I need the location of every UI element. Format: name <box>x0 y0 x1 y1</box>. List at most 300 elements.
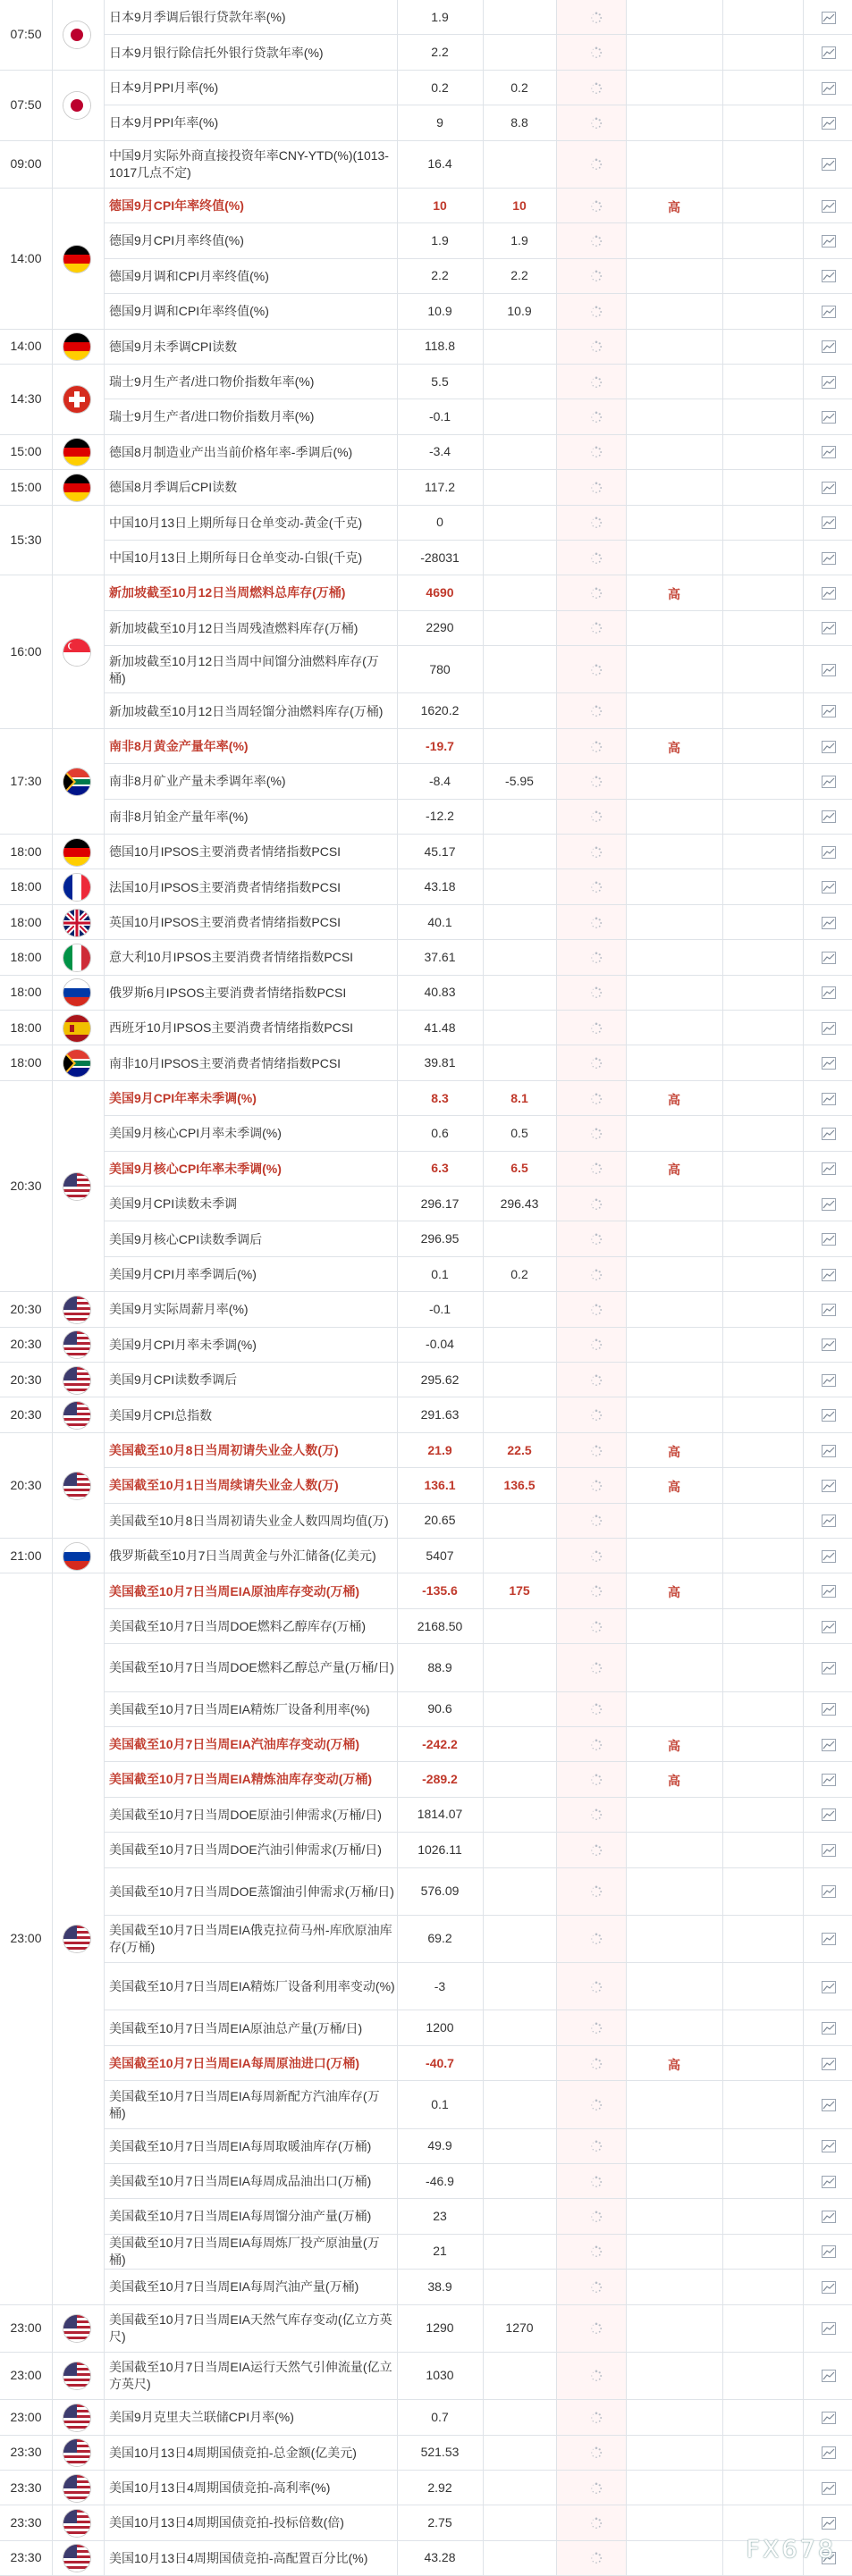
indicator-name: 美国截至10月7日当周DOE蒸馏油引伸需求(万桶/日) <box>109 1884 394 1899</box>
indicator-name: 德国9月CPI月率终值(%) <box>109 233 244 248</box>
indicator-name: 美国截至10月7日当周EIA每周炼厂投产原油量(万桶) <box>109 2236 380 2268</box>
indicator-name: 美国截至10月7日当周EIA原油库存变动(万桶) <box>109 1583 360 1598</box>
actual-value: 136.1 <box>424 1477 456 1492</box>
importance-label: 高 <box>668 1444 680 1459</box>
chart-icon[interactable] <box>822 1057 836 1070</box>
chart-icon[interactable] <box>822 446 836 458</box>
indicator-name: 新加坡截至10月12日当周残渣燃料库存(万桶) <box>109 620 359 635</box>
actual-value: 1.9 <box>431 233 449 248</box>
chart-icon[interactable] <box>822 411 836 424</box>
loading-spinner-icon <box>590 1621 603 1633</box>
actual-value: 21 <box>433 2244 447 2259</box>
indicator-name: 新加坡截至10月12日当周燃料总库存(万桶) <box>109 585 346 600</box>
chart-icon[interactable] <box>822 2099 836 2111</box>
loading-spinner-icon <box>590 2245 603 2258</box>
indicator-name: 俄罗斯截至10月7日当周黄金与外汇储备(亿美元) <box>109 1548 376 1564</box>
indicator-name: 法国10月IPSOS主要消费者情绪指数PCSI <box>109 879 342 894</box>
loading-spinner-icon <box>590 340 603 353</box>
country-flag-icon <box>63 2510 90 2537</box>
country-flag-icon <box>63 1296 90 1323</box>
loading-spinner-icon <box>590 2517 603 2530</box>
actual-value: -12.2 <box>426 809 454 824</box>
indicator-name: 美国9月CPI总指数 <box>109 1407 213 1422</box>
indicator-name: 美国9月核心CPI读数季调后 <box>109 1231 263 1246</box>
indicator-name: 日本9月PPI月率(%) <box>109 80 219 95</box>
actual-value: -289.2 <box>422 1772 458 1786</box>
chart-icon[interactable] <box>822 1374 836 1387</box>
indicator-name: 美国截至10月8日当周初请失业金人数四周均值(万) <box>109 1513 389 1528</box>
event-time: 07:50 <box>10 97 42 113</box>
loading-spinner-icon <box>590 2211 603 2223</box>
indicator-name: 美国9月CPI月率未季调(%) <box>109 1337 257 1352</box>
event-time: 20:30 <box>10 1179 42 1193</box>
loading-spinner-icon <box>590 1374 603 1387</box>
country-flag-icon <box>63 2475 90 2502</box>
indicator-name: 美国截至10月7日当周EIA运行天然气引伸流量(亿立方英尺) <box>109 2360 392 2392</box>
chart-icon[interactable] <box>822 1233 836 1246</box>
actual-value: 88.9 <box>427 1659 452 1674</box>
indicator-name: 瑞士9月生产者/进口物价指数月率(%) <box>109 409 315 424</box>
actual-value: 2.92 <box>427 2480 452 2495</box>
chart-icon[interactable] <box>822 1844 836 1857</box>
chart-icon[interactable] <box>822 306 836 318</box>
loading-spinner-icon <box>590 1409 603 1422</box>
actual-value: 9 <box>436 114 443 130</box>
country-flag-icon <box>63 910 90 936</box>
indicator-name: 美国截至10月7日当周EIA每周取暖油库存(万桶) <box>109 2138 372 2153</box>
indicator-name: 意大利10月IPSOS主要消费者情绪指数PCSI <box>109 950 354 965</box>
loading-spinner-icon <box>590 1550 603 1563</box>
importance-label: 高 <box>668 1738 680 1753</box>
chart-icon[interactable] <box>822 1885 836 1898</box>
event-time: 20:30 <box>10 1372 42 1387</box>
actual-value: 296.95 <box>420 1231 460 1246</box>
indicator-name: 美国9月核心CPI年率未季调(%) <box>109 1161 282 1176</box>
chart-icon[interactable] <box>822 1808 836 1821</box>
importance-label: 高 <box>668 587 680 601</box>
event-time: 15:30 <box>10 532 42 547</box>
chart-icon[interactable] <box>822 1550 836 1563</box>
event-time: 16:00 <box>10 644 42 659</box>
indicator-name: 中国9月实际外商直接投资年率CNY-YTD(%)(1013-1017几点不定) <box>109 148 389 180</box>
actual-value: 576.09 <box>420 1884 460 1899</box>
country-flag-icon <box>63 1543 90 1570</box>
indicator-name: 美国10月13日4周期国债竞拍-高利率(%) <box>109 2480 331 2496</box>
event-time: 09:00 <box>10 156 42 172</box>
event-time: 23:30 <box>10 2445 42 2460</box>
indicator-name: 德国8月制造业产出当前价格年率-季调后(%) <box>109 444 353 459</box>
chart-icon[interactable] <box>822 881 836 894</box>
actual-value: 0.1 <box>431 1266 449 1281</box>
actual-value: 1814.07 <box>417 1807 463 1822</box>
actual-value: 38.9 <box>427 2278 452 2294</box>
loading-spinner-icon <box>590 1585 603 1598</box>
forecast-value: 136.5 <box>503 1477 536 1492</box>
actual-value: 90.6 <box>427 1701 452 1716</box>
indicator-name: 德国9月调和CPI年率终值(%) <box>109 304 269 319</box>
indicator-name: 英国10月IPSOS主要消费者情绪指数PCSI <box>109 914 342 929</box>
chart-icon[interactable] <box>822 235 836 248</box>
chart-icon[interactable] <box>822 1662 836 1674</box>
chart-icon[interactable] <box>822 2058 836 2070</box>
indicator-name: 美国截至10月7日当周EIA每周原油进口(万桶) <box>109 2055 360 2070</box>
indicator-name: 美国截至10月7日当周EIA每周成品油出口(万桶) <box>109 2174 372 2189</box>
chart-icon[interactable] <box>822 1304 836 1316</box>
actual-value: 0.2 <box>431 80 449 95</box>
loading-spinner-icon <box>590 986 603 999</box>
actual-value: -3.4 <box>428 444 451 459</box>
loading-spinner-icon <box>590 1198 603 1211</box>
chart-icon[interactable] <box>822 846 836 859</box>
indicator-name: 美国9月克里夫兰联储CPI月率(%) <box>109 2410 294 2425</box>
actual-value: 10 <box>433 197 447 213</box>
chart-icon[interactable] <box>822 46 836 59</box>
chart-icon[interactable] <box>822 117 836 130</box>
actual-value: 0.7 <box>431 2409 449 2424</box>
indicator-name: 日本9月银行除信托外银行贷款年率(%) <box>109 45 324 60</box>
loading-spinner-icon <box>590 952 603 964</box>
actual-value: 291.63 <box>420 1407 460 1422</box>
chart-icon[interactable] <box>822 1162 836 1175</box>
forecast-value: 0.5 <box>510 1125 528 1140</box>
loading-spinner-icon <box>590 1269 603 1281</box>
loading-spinner-icon <box>590 2022 603 2035</box>
chart-icon[interactable] <box>822 200 836 213</box>
chart-icon[interactable] <box>822 1515 836 1527</box>
actual-value: 40.1 <box>427 914 452 929</box>
chart-icon[interactable] <box>822 2412 836 2424</box>
actual-value: 296.17 <box>420 1196 460 1211</box>
country-flag-icon <box>63 246 90 273</box>
importance-label: 高 <box>668 199 680 214</box>
forecast-value: 10 <box>512 197 527 213</box>
forecast-value: 22.5 <box>507 1442 532 1457</box>
loading-spinner-icon <box>590 1057 603 1070</box>
loading-spinner-icon <box>590 881 603 894</box>
event-time: 07:50 <box>10 27 42 42</box>
event-time: 18:00 <box>10 914 42 929</box>
indicator-name: 美国9月CPI月率季调后(%) <box>109 1266 257 1281</box>
forecast-value: 296.43 <box>500 1196 539 1211</box>
country-flag-icon <box>63 21 90 48</box>
country-flag-icon <box>63 2439 90 2466</box>
watermark-logo: FX678 <box>746 2536 836 2563</box>
loading-spinner-icon <box>590 200 603 213</box>
indicator-name: 西班牙10月IPSOS主要消费者情绪指数PCSI <box>109 1020 354 1036</box>
event-time: 23:30 <box>10 2550 42 2565</box>
loading-spinner-icon <box>590 917 603 929</box>
chart-icon[interactable] <box>822 1933 836 1945</box>
chart-icon[interactable] <box>822 2482 836 2495</box>
chart-icon[interactable] <box>822 2211 836 2223</box>
loading-spinner-icon <box>590 1844 603 1857</box>
country-flag-icon <box>63 1367 90 1394</box>
event-time: 14:00 <box>10 250 42 265</box>
country-flag-icon <box>63 474 90 501</box>
chart-icon[interactable] <box>822 2322 836 2335</box>
actual-value: 1290 <box>426 2320 454 2336</box>
chart-icon[interactable] <box>822 2176 836 2188</box>
forecast-value: 2.2 <box>510 268 528 283</box>
loading-spinner-icon <box>590 2482 603 2495</box>
indicator-name: 中国10月13日上期所每日仓单变动-黄金(千克) <box>109 515 363 530</box>
loading-spinner-icon <box>590 1233 603 1246</box>
country-flag-icon <box>63 2545 90 2572</box>
loading-spinner-icon <box>590 235 603 248</box>
actual-value: -0.1 <box>428 1301 451 1316</box>
actual-value: 2.75 <box>427 2515 452 2530</box>
loading-spinner-icon <box>590 1338 603 1351</box>
chart-icon[interactable] <box>822 1409 836 1422</box>
actual-value: 118.8 <box>425 339 455 354</box>
actual-value: 117.2 <box>425 479 455 494</box>
chart-icon[interactable] <box>822 376 836 389</box>
event-time: 20:30 <box>10 1477 42 1492</box>
actual-value: 1.9 <box>431 9 449 24</box>
loading-spinner-icon <box>590 2446 603 2459</box>
actual-value: 10.9 <box>427 303 452 318</box>
country-flag-icon <box>63 1050 90 1077</box>
loading-spinner-icon <box>590 82 603 95</box>
indicator-name: 日本9月PPI年率(%) <box>109 115 219 130</box>
chart-icon[interactable] <box>822 12 836 24</box>
loading-spinner-icon <box>590 46 603 59</box>
actual-value: 45.17 <box>424 843 456 859</box>
chart-icon[interactable] <box>822 270 836 282</box>
chart-icon[interactable] <box>822 1585 836 1598</box>
chart-icon[interactable] <box>822 622 836 634</box>
chart-icon[interactable] <box>822 2281 836 2294</box>
indicator-name: 中国10月13日上期所每日仓单变动-白银(千克) <box>109 550 363 566</box>
actual-value: 0 <box>436 515 443 530</box>
chart-icon[interactable] <box>822 1981 836 1993</box>
chart-icon[interactable] <box>822 741 836 753</box>
chart-icon[interactable] <box>822 340 836 353</box>
actual-value: 16.4 <box>427 156 452 172</box>
chart-icon[interactable] <box>822 664 836 676</box>
actual-value: -242.2 <box>422 1736 458 1751</box>
importance-label: 高 <box>668 1479 680 1494</box>
loading-spinner-icon <box>590 516 603 529</box>
importance-label: 高 <box>668 740 680 755</box>
loading-spinner-icon <box>590 2176 603 2188</box>
country-flag-icon <box>63 768 90 795</box>
loading-spinner-icon <box>590 411 603 424</box>
loading-spinner-icon <box>590 1774 603 1786</box>
event-time: 23:00 <box>10 2320 42 2336</box>
chart-icon[interactable] <box>822 917 836 929</box>
actual-value: 41.48 <box>424 1019 456 1035</box>
event-time: 15:00 <box>10 479 42 494</box>
chart-icon[interactable] <box>822 82 836 95</box>
actual-value: 8.3 <box>431 1090 449 1105</box>
chart-icon[interactable] <box>822 1338 836 1351</box>
country-flag-icon <box>63 333 90 360</box>
indicator-name: 德国9月未季调CPI读数 <box>109 339 238 354</box>
loading-spinner-icon <box>590 2552 603 2564</box>
chart-icon[interactable] <box>822 810 836 823</box>
loading-spinner-icon <box>590 1515 603 1527</box>
chart-icon[interactable] <box>822 2370 836 2382</box>
chart-icon[interactable] <box>822 1621 836 1633</box>
loading-spinner-icon <box>590 1128 603 1140</box>
actual-value: -8.4 <box>428 773 451 788</box>
forecast-value: 1270 <box>505 2320 534 2336</box>
actual-value: 521.53 <box>420 2445 460 2460</box>
actual-value: 1200 <box>426 2020 454 2035</box>
indicator-name: 美国截至10月7日当周EIA天然气库存变动(亿立方英尺) <box>109 2312 392 2345</box>
country-flag-icon <box>63 639 90 666</box>
loading-spinner-icon <box>590 1162 603 1175</box>
chart-icon[interactable] <box>822 158 836 171</box>
loading-spinner-icon <box>590 482 603 494</box>
actual-value: 5.5 <box>431 373 449 389</box>
loading-spinner-icon <box>590 270 603 282</box>
chart-icon[interactable] <box>822 2517 836 2530</box>
chart-icon[interactable] <box>822 986 836 999</box>
country-flag-icon <box>63 439 90 466</box>
actual-value: -0.1 <box>428 409 451 424</box>
actual-value: 4690 <box>426 585 454 600</box>
indicator-name: 南非8月黄金产量年率(%) <box>109 738 249 753</box>
chart-icon[interactable] <box>822 1445 836 1457</box>
chart-icon[interactable] <box>822 2446 836 2459</box>
chart-icon[interactable] <box>822 587 836 600</box>
indicator-name: 美国截至10月7日当周EIA精炼厂设备利用率变动(%) <box>109 1979 395 1994</box>
indicator-name: 新加坡截至10月12日当周轻馏分油燃料库存(万桶) <box>109 703 384 718</box>
loading-spinner-icon <box>590 2412 603 2424</box>
chart-icon[interactable] <box>822 1269 836 1281</box>
indicator-name: 美国9月核心CPI月率未季调(%) <box>109 1126 282 1141</box>
actual-value: 1030 <box>426 2368 454 2383</box>
loading-spinner-icon <box>590 587 603 600</box>
forecast-value: 10.9 <box>507 303 532 318</box>
indicator-name: 南非10月IPSOS主要消费者情绪指数PCSI <box>109 1055 342 1070</box>
country-flag-icon <box>63 1173 90 1200</box>
actual-value: 780 <box>429 661 451 676</box>
chart-icon[interactable] <box>822 1739 836 1751</box>
chart-icon[interactable] <box>822 1093 836 1105</box>
loading-spinner-icon <box>590 2140 603 2152</box>
event-time: 18:00 <box>10 843 42 859</box>
chart-icon[interactable] <box>822 1128 836 1140</box>
loading-spinner-icon <box>590 1093 603 1105</box>
country-flag-icon <box>63 1926 90 1952</box>
country-flag-icon <box>63 2362 90 2389</box>
country-flag-icon <box>63 1015 90 1042</box>
event-time: 18:00 <box>10 1055 42 1070</box>
importance-label: 高 <box>668 1162 680 1178</box>
chart-icon[interactable] <box>822 1022 836 1035</box>
loading-spinner-icon <box>590 810 603 823</box>
loading-spinner-icon <box>590 1739 603 1751</box>
actual-value: 1026.11 <box>418 1842 462 1857</box>
event-time: 23:00 <box>10 2368 42 2383</box>
chart-icon[interactable] <box>822 705 836 717</box>
chart-icon[interactable] <box>822 1703 836 1716</box>
indicator-name: 美国截至10月7日当周EIA精炼油库存变动(万桶) <box>109 1772 373 1787</box>
indicator-name: 瑞士9月生产者/进口物价指数年率(%) <box>109 374 315 390</box>
indicator-name: 美国截至10月7日当周DOE燃料乙醇库存(万桶) <box>109 1618 367 1633</box>
indicator-name: 美国截至10月7日当周EIA每周馏分油产量(万桶) <box>109 2209 372 2224</box>
indicator-name: 美国截至10月7日当周EIA俄克拉荷马州-库欣原油库存(万桶) <box>109 1923 392 1955</box>
chart-icon[interactable] <box>822 516 836 529</box>
chart-icon[interactable] <box>822 1198 836 1211</box>
loading-spinner-icon <box>590 622 603 634</box>
country-flag-icon <box>63 1331 90 1358</box>
country-flag-icon <box>63 1402 90 1429</box>
event-time: 17:30 <box>10 773 42 788</box>
event-time: 23:30 <box>10 2480 42 2495</box>
loading-spinner-icon <box>590 2322 603 2335</box>
chart-icon[interactable] <box>822 776 836 788</box>
loading-spinner-icon <box>590 1662 603 1674</box>
indicator-name: 俄罗斯6月IPSOS主要消费者情绪指数PCSI <box>109 985 347 1000</box>
actual-value: 40.83 <box>424 985 456 1000</box>
actual-value: 39.81 <box>424 1055 456 1070</box>
country-flag-icon <box>63 839 90 866</box>
loading-spinner-icon <box>590 1933 603 1945</box>
forecast-value: 8.8 <box>510 114 528 130</box>
indicator-name: 德国9月CPI年率终值(%) <box>109 198 244 214</box>
event-time: 18:00 <box>10 1019 42 1035</box>
actual-value: -3 <box>434 1978 446 1993</box>
chart-icon[interactable] <box>822 952 836 964</box>
loading-spinner-icon <box>590 2058 603 2070</box>
actual-value: 49.9 <box>427 2138 452 2153</box>
loading-spinner-icon <box>590 1480 603 1492</box>
forecast-value: 8.1 <box>510 1090 528 1105</box>
event-time: 18:00 <box>10 879 42 894</box>
loading-spinner-icon <box>590 1885 603 1898</box>
indicator-name: 美国截至10月7日当周DOE原油引伸需求(万桶/日) <box>109 1807 382 1822</box>
loading-spinner-icon <box>590 705 603 717</box>
forecast-value: 175 <box>509 1583 530 1598</box>
indicator-name: 日本9月季调后银行贷款年率(%) <box>109 10 286 25</box>
country-flag-icon <box>63 979 90 1006</box>
event-time: 23:00 <box>10 1931 42 1946</box>
chart-icon[interactable] <box>822 552 836 565</box>
indicator-name: 南非8月铂金产量年率(%) <box>109 809 249 824</box>
chart-icon[interactable] <box>822 1480 836 1492</box>
actual-value: 2168.50 <box>417 1618 463 1633</box>
indicator-name: 德国10月IPSOS主要消费者情绪指数PCSI <box>109 844 342 860</box>
country-flag-icon <box>63 874 90 901</box>
actual-value: 6.3 <box>431 1161 449 1176</box>
loading-spinner-icon <box>590 741 603 753</box>
chart-icon[interactable] <box>822 2140 836 2152</box>
actual-value: 295.62 <box>420 1372 460 1387</box>
actual-value: 2.2 <box>431 45 449 60</box>
indicator-name: 美国10月13日4周期国债竞拍-高配置百分比(%) <box>109 2550 368 2565</box>
loading-spinner-icon <box>590 376 603 389</box>
loading-spinner-icon <box>590 1304 603 1316</box>
loading-spinner-icon <box>590 117 603 130</box>
indicator-name: 美国截至10月8日当周初请失业金人数(万) <box>109 1442 339 1457</box>
chart-icon[interactable] <box>822 2245 836 2258</box>
loading-spinner-icon <box>590 12 603 24</box>
chart-icon[interactable] <box>822 482 836 494</box>
actual-value: 23 <box>433 2209 447 2223</box>
event-time: 20:30 <box>10 1337 42 1352</box>
chart-icon[interactable] <box>822 1774 836 1786</box>
indicator-name: 美国截至10月7日当周EIA原油总产量(万桶/日) <box>109 2020 363 2035</box>
event-time: 20:30 <box>10 1301 42 1316</box>
actual-value: 1620.2 <box>420 703 460 718</box>
chart-icon[interactable] <box>822 2022 836 2035</box>
indicator-name: 德国9月调和CPI月率终值(%) <box>109 268 269 283</box>
actual-value: -0.04 <box>426 1337 454 1352</box>
